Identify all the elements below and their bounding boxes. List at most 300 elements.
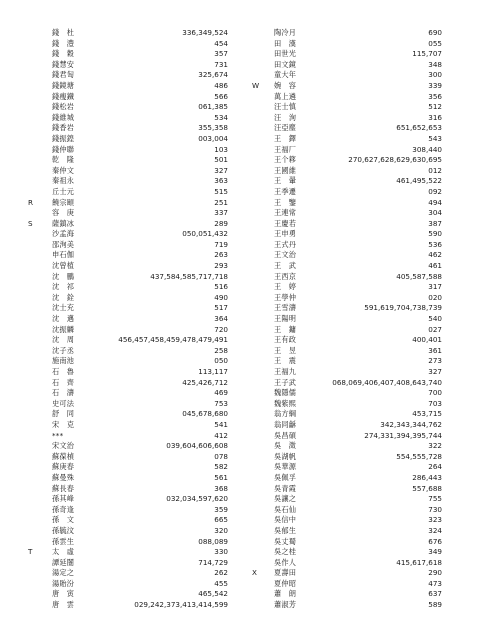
index-entry xyxy=(0,123,240,134)
index-entry xyxy=(240,198,480,209)
artist-name: 錢慧安 xyxy=(52,59,75,69)
page-numbers: 676 xyxy=(428,536,442,546)
page-numbers: 323 xyxy=(428,515,442,525)
artist-name: 吳作人 xyxy=(274,557,297,567)
page-numbers: 703 xyxy=(428,398,442,408)
index-entry xyxy=(0,282,240,293)
artist-name: 蘇長春 xyxy=(52,483,75,493)
index-entry xyxy=(240,39,480,50)
artist-name: 蘇葆楨 xyxy=(52,451,75,461)
artist-name: 施南池 xyxy=(52,356,75,366)
artist-name: 唐 寅 xyxy=(52,589,75,599)
artist-name: 王季遷 xyxy=(274,186,297,196)
page-numbers: 714,729 xyxy=(198,557,228,567)
artist-name: 沈振麟 xyxy=(52,324,75,334)
artist-name: 唐 雲 xyxy=(52,600,75,610)
page-numbers: 461,495,522 xyxy=(396,176,442,186)
index-entry xyxy=(240,208,480,219)
artist-name: 王 鑒 xyxy=(274,197,297,207)
index-column-left xyxy=(0,28,240,611)
page-numbers: 536 xyxy=(428,239,442,249)
page-numbers: 325,674 xyxy=(198,70,228,80)
index-entry xyxy=(0,378,240,389)
index-entry xyxy=(0,261,240,272)
index-entry xyxy=(0,346,240,357)
index-entry xyxy=(240,431,480,442)
page-numbers: 274,331,394,395,744 xyxy=(364,430,442,440)
page-numbers: 251 xyxy=(214,197,228,207)
page-numbers: 290 xyxy=(428,568,442,578)
artist-name: 蕭淑芳 xyxy=(274,600,297,610)
index-entry xyxy=(0,240,240,251)
index-entry xyxy=(240,484,480,495)
page-numbers: 355,358 xyxy=(198,123,228,133)
artist-name: 秦祖永 xyxy=(52,176,75,186)
page-numbers: 400,401 xyxy=(412,335,442,345)
artist-name: 孫毓汶 xyxy=(52,525,75,535)
artist-name: 吳石仙 xyxy=(274,504,297,514)
page-numbers: 361 xyxy=(428,345,442,355)
page-numbers: 078 xyxy=(214,451,228,461)
index-entry xyxy=(240,537,480,548)
index-entry xyxy=(0,409,240,420)
artist-name: 王申勇 xyxy=(274,229,297,239)
index-column-right xyxy=(240,28,480,611)
page-numbers: 651,652,653 xyxy=(396,123,442,133)
artist-name: 孫 文 xyxy=(52,515,75,525)
artist-name: 錢瘦鐵 xyxy=(52,91,75,101)
page-numbers: 453,715 xyxy=(412,409,442,419)
index-entry xyxy=(0,303,240,314)
page-numbers: 045,678,680 xyxy=(182,409,228,419)
index-entry xyxy=(0,187,240,198)
index-entry xyxy=(0,272,240,283)
index-entry xyxy=(240,49,480,60)
page-numbers: 665 xyxy=(214,515,228,525)
index-entry xyxy=(240,166,480,177)
index-entry xyxy=(240,176,480,187)
page-numbers: 324 xyxy=(428,525,442,535)
index-entry xyxy=(0,229,240,240)
page-numbers: 515 xyxy=(214,186,228,196)
artist-name: 蕭 朗 xyxy=(274,589,297,599)
page-numbers: 415,617,618 xyxy=(396,557,442,567)
artist-name: 王文治 xyxy=(274,250,297,260)
artist-name: 王有政 xyxy=(274,335,297,345)
index-entry xyxy=(0,134,240,145)
page-numbers: 590 xyxy=(428,229,442,239)
artist-name: 太 虛 xyxy=(52,547,75,557)
artist-name: 錢振鍠 xyxy=(52,133,75,143)
page-numbers: 356 xyxy=(428,91,442,101)
index-entry xyxy=(240,282,480,293)
page-numbers: 316 xyxy=(428,112,442,122)
artist-name: 陶冷月 xyxy=(274,28,297,37)
artist-name: 吳讓之 xyxy=(274,494,297,504)
page-numbers: 730 xyxy=(428,504,442,514)
index-entry xyxy=(0,113,240,124)
page-numbers: 363 xyxy=(214,176,228,186)
artist-name: 錢 杜 xyxy=(52,28,75,37)
index-entry xyxy=(240,409,480,420)
index-entry xyxy=(240,134,480,145)
artist-name: 王 婷 xyxy=(274,282,297,292)
index-entry xyxy=(0,176,240,187)
artist-name: 孫其峰 xyxy=(52,494,75,504)
artist-name: 王陽明 xyxy=(274,314,297,324)
page-numbers: 103 xyxy=(214,144,228,154)
page-numbers: 039,604,606,608 xyxy=(166,441,228,451)
index-entry xyxy=(0,579,240,590)
page-numbers: 300 xyxy=(428,70,442,80)
page-numbers: 554,555,728 xyxy=(396,451,442,461)
artist-name: 錢鏡塘 xyxy=(52,80,75,90)
artist-name: 田文鏡 xyxy=(274,59,297,69)
index-entry xyxy=(240,261,480,272)
index-entry xyxy=(240,356,480,367)
page-numbers: 088,089 xyxy=(198,536,228,546)
index-entry xyxy=(0,81,240,92)
page-numbers: 293 xyxy=(214,261,228,271)
page-numbers: 330 xyxy=(214,547,228,557)
artist-name: 丘士元 xyxy=(52,186,75,196)
page-numbers: 755 xyxy=(428,494,442,504)
page-numbers: 364 xyxy=(214,314,228,324)
page-numbers: 753 xyxy=(214,398,228,408)
page-numbers: 405,587,588 xyxy=(396,271,442,281)
artist-name: 沈曾植 xyxy=(52,261,75,271)
page-numbers: 273 xyxy=(428,356,442,366)
artist-name: 童大年 xyxy=(274,70,297,80)
index-entry xyxy=(0,102,240,113)
page-numbers: 032,034,597,620 xyxy=(166,494,228,504)
artist-name: 邵洵美 xyxy=(52,239,75,249)
artist-name: 沈 邁 xyxy=(52,314,75,324)
index-entry xyxy=(240,293,480,304)
index-entry xyxy=(240,568,480,579)
artist-name: 萬上遴 xyxy=(274,91,297,101)
index-entry xyxy=(0,356,240,367)
page-numbers: 637 xyxy=(428,589,442,599)
index-entry xyxy=(240,240,480,251)
index-entry xyxy=(0,568,240,579)
artist-name: 王連常 xyxy=(274,208,297,218)
artist-name: 王 震 xyxy=(274,356,297,366)
index-entry xyxy=(240,325,480,336)
index-entry xyxy=(0,28,240,39)
page-numbers: 516 xyxy=(214,282,228,292)
index-letter-heading: T xyxy=(28,547,33,557)
page-numbers: 092 xyxy=(428,186,442,196)
artist-name: 魏隱儒 xyxy=(274,388,297,398)
page-numbers: 113,117 xyxy=(198,367,228,376)
page-numbers: 342,343,344,762 xyxy=(380,419,442,429)
index-entry xyxy=(0,219,240,230)
artist-name: 王西京 xyxy=(274,271,297,281)
page-numbers: 543 xyxy=(428,133,442,143)
index-entry xyxy=(240,303,480,314)
page-numbers: 258 xyxy=(214,345,228,355)
page-numbers: 437,584,585,717,718 xyxy=(150,271,228,281)
artist-name: 吳湖帆 xyxy=(274,451,297,461)
page-numbers: 490 xyxy=(214,292,228,302)
index-entry xyxy=(0,250,240,261)
page-numbers: 455 xyxy=(214,578,228,588)
page-numbers: 473 xyxy=(428,578,442,588)
artist-name: 湯貽汾 xyxy=(52,578,75,588)
artist-name: 王 鐸 xyxy=(274,133,297,143)
artist-name: 翁方綱 xyxy=(274,409,297,419)
page-numbers: 003,004 xyxy=(198,133,228,143)
page-numbers: 349 xyxy=(428,547,442,557)
index-entry xyxy=(240,28,480,39)
index-entry xyxy=(0,484,240,495)
index-entry xyxy=(0,431,240,442)
index-letter-heading: S xyxy=(28,218,33,228)
artist-name: 王慶若 xyxy=(274,218,297,228)
index-entry xyxy=(0,494,240,505)
artist-name: 汪 洵 xyxy=(274,112,297,122)
artist-name: 錢 穀 xyxy=(52,49,75,59)
artist-name: 石 齊 xyxy=(52,377,75,387)
index-entry xyxy=(0,70,240,81)
page-numbers: 368 xyxy=(214,483,228,493)
index-entry xyxy=(240,102,480,113)
artist-name: 夏壽田 xyxy=(274,568,297,578)
artist-name: 沈 祁 xyxy=(52,282,75,292)
index-entry xyxy=(240,378,480,389)
artist-name: 汪亞塵 xyxy=(274,123,297,133)
artist-name: 吳昌碩 xyxy=(274,430,297,440)
artist-name: 饒宗頤 xyxy=(52,197,75,207)
artist-name: 吳丈蜀 xyxy=(274,536,297,546)
page-numbers: 566 xyxy=(214,91,228,101)
artist-name: 王國維 xyxy=(274,165,297,175)
page-numbers: 461 xyxy=(428,261,442,271)
page-numbers: 425,426,712 xyxy=(182,377,228,387)
index-entry xyxy=(240,92,480,103)
artist-name: 魏紫熙 xyxy=(274,398,297,408)
index-entry xyxy=(240,399,480,410)
page-numbers: 317 xyxy=(428,282,442,292)
page-numbers: 387 xyxy=(428,218,442,228)
page-numbers: 286,443 xyxy=(412,472,442,482)
page-numbers: 029,242,373,413,414,599 xyxy=(134,600,228,610)
page-numbers: 486 xyxy=(214,80,228,90)
page-numbers: 050,051,432 xyxy=(182,229,228,239)
index-entry xyxy=(0,39,240,50)
index-entry xyxy=(240,388,480,399)
artist-name: 申石伽 xyxy=(52,250,75,260)
page-numbers: 494 xyxy=(428,197,442,207)
index-entry xyxy=(240,547,480,558)
index-entry xyxy=(240,441,480,452)
artist-name: 沙孟海 xyxy=(52,229,75,239)
index-entry xyxy=(240,272,480,283)
artist-name: 乾 隆 xyxy=(52,155,75,165)
index-entry xyxy=(240,367,480,378)
artist-name: 吳郁生 xyxy=(274,525,297,535)
page-numbers: 262 xyxy=(214,568,228,578)
page-numbers: 264 xyxy=(428,462,442,472)
index-entry xyxy=(0,462,240,473)
artist-name: 錢仲聯 xyxy=(52,144,75,154)
artist-name: 沈 鵬 xyxy=(52,271,75,281)
page-numbers: 456,457,458,459,478,479,491 xyxy=(118,335,228,345)
page-numbers: 719 xyxy=(214,239,228,249)
index-entry xyxy=(240,600,480,611)
page-numbers: 263 xyxy=(214,250,228,260)
index-entry xyxy=(240,526,480,537)
artist-name: 沈 周 xyxy=(52,335,75,345)
index-entry xyxy=(0,399,240,410)
artist-name: 王个簃 xyxy=(274,155,297,165)
index-entry xyxy=(240,346,480,357)
index-entry xyxy=(0,515,240,526)
artist-name: 錢 澧 xyxy=(52,38,75,48)
artist-name: 錢君匋 xyxy=(52,70,75,80)
index-entry xyxy=(0,388,240,399)
index-entry xyxy=(0,155,240,166)
page-numbers: 557,688 xyxy=(412,483,442,493)
index-entry xyxy=(240,314,480,325)
artist-name: 吳信中 xyxy=(274,515,297,525)
page-numbers: 731 xyxy=(214,59,228,69)
index-entry xyxy=(240,579,480,590)
page-numbers: 289 xyxy=(214,218,228,228)
index-entry xyxy=(0,547,240,558)
artist-name: 薩鎮冰 xyxy=(52,218,75,228)
index-entry xyxy=(0,60,240,71)
artist-name: 沈 銓 xyxy=(52,292,75,302)
index-entry xyxy=(0,335,240,346)
artist-name: 田世光 xyxy=(274,49,297,59)
index-entry xyxy=(240,558,480,569)
page-numbers: 304 xyxy=(428,208,442,218)
page-numbers: 068,069,406,407,408,643,740 xyxy=(332,377,442,387)
page-numbers: 339 xyxy=(428,80,442,90)
artist-name: 婉 容 xyxy=(274,80,297,90)
page-numbers: 700 xyxy=(428,388,442,398)
page-numbers: 561 xyxy=(214,472,228,482)
index-entry xyxy=(0,166,240,177)
artist-name: *** xyxy=(52,430,64,440)
artist-name: 王福九 xyxy=(274,367,297,376)
index-letter-heading: R xyxy=(28,197,33,207)
page-numbers: 534 xyxy=(214,112,228,122)
index-entry xyxy=(240,250,480,261)
artist-name: 吳青霞 xyxy=(274,483,297,493)
page-numbers: 337 xyxy=(214,208,228,218)
artist-name: 田 漢 xyxy=(274,38,297,48)
artist-name: 吳之桂 xyxy=(274,547,297,557)
artist-name: 夏仲昭 xyxy=(274,578,297,588)
page-numbers: 020 xyxy=(428,292,442,302)
index-entry xyxy=(240,229,480,240)
page-numbers: 517 xyxy=(214,303,228,313)
index-entry xyxy=(0,293,240,304)
index-entry xyxy=(0,600,240,611)
page-numbers: 320 xyxy=(214,525,228,535)
page-numbers: 591,619,704,738,739 xyxy=(364,303,442,313)
artist-name: 翁同龢 xyxy=(274,419,297,429)
page-numbers: 512 xyxy=(428,102,442,112)
index-entry xyxy=(0,505,240,516)
artist-name: 王子武 xyxy=(274,377,297,387)
index-entry xyxy=(240,462,480,473)
artist-name: 吳 澂 xyxy=(274,441,297,451)
page-numbers: 540 xyxy=(428,314,442,324)
index-entry xyxy=(240,452,480,463)
artist-name: 王福厂 xyxy=(274,144,297,154)
index-entry xyxy=(240,473,480,484)
artist-name: 湯定之 xyxy=(52,568,75,578)
page-numbers: 462 xyxy=(428,250,442,260)
page-numbers: 412 xyxy=(214,430,228,440)
index-entry xyxy=(240,187,480,198)
index-entry xyxy=(240,505,480,516)
page-numbers: 327 xyxy=(214,165,228,175)
index-entry xyxy=(0,537,240,548)
page-numbers: 115,707 xyxy=(412,49,442,59)
index-entry xyxy=(240,155,480,166)
artist-name: 王 武 xyxy=(274,261,297,271)
index-entry xyxy=(0,420,240,431)
index-entry xyxy=(0,49,240,60)
page-numbers: 454 xyxy=(214,38,228,48)
index-entry xyxy=(0,452,240,463)
index-entry xyxy=(240,420,480,431)
artist-name: 石 濤 xyxy=(52,388,75,398)
index-entry xyxy=(0,589,240,600)
index-entry xyxy=(240,219,480,230)
index-entry xyxy=(0,526,240,537)
page-numbers: 336,349,524 xyxy=(182,28,228,37)
page-numbers: 327 xyxy=(428,367,442,376)
artist-name: 宋文治 xyxy=(52,441,75,451)
page-numbers: 270,627,628,629,630,695 xyxy=(348,155,442,165)
artist-name: 吳華源 xyxy=(274,462,297,472)
page-numbers: 501 xyxy=(214,155,228,165)
index-entry xyxy=(240,589,480,600)
page-numbers: 359 xyxy=(214,504,228,514)
page-numbers: 050 xyxy=(214,356,228,366)
artist-name: 容 庚 xyxy=(52,208,75,218)
page-numbers: 308,440 xyxy=(412,144,442,154)
page-numbers: 589 xyxy=(428,600,442,610)
index-entry xyxy=(240,145,480,156)
page-numbers: 322 xyxy=(428,441,442,451)
artist-name: 史可法 xyxy=(52,398,75,408)
index-entry xyxy=(0,198,240,209)
artist-name: 秦仲文 xyxy=(52,165,75,175)
index-letter-heading: X xyxy=(252,568,257,578)
artist-name: 沈士充 xyxy=(52,303,75,313)
page-numbers: 541 xyxy=(214,419,228,429)
artist-name: 王學仲 xyxy=(274,292,297,302)
index-entry xyxy=(0,558,240,569)
index-entry xyxy=(0,367,240,378)
artist-name: 王 翬 xyxy=(274,176,297,186)
index-letter-heading: W xyxy=(252,80,260,90)
index-entry xyxy=(240,70,480,81)
artist-name: 沈子丞 xyxy=(52,345,75,355)
artist-name: 孫雲生 xyxy=(52,536,75,546)
artist-name: 譚延闓 xyxy=(52,557,75,567)
artist-name: 錢維城 xyxy=(52,112,75,122)
artist-name: 錢松岩 xyxy=(52,102,75,112)
artist-name: 王 鏞 xyxy=(274,324,297,334)
